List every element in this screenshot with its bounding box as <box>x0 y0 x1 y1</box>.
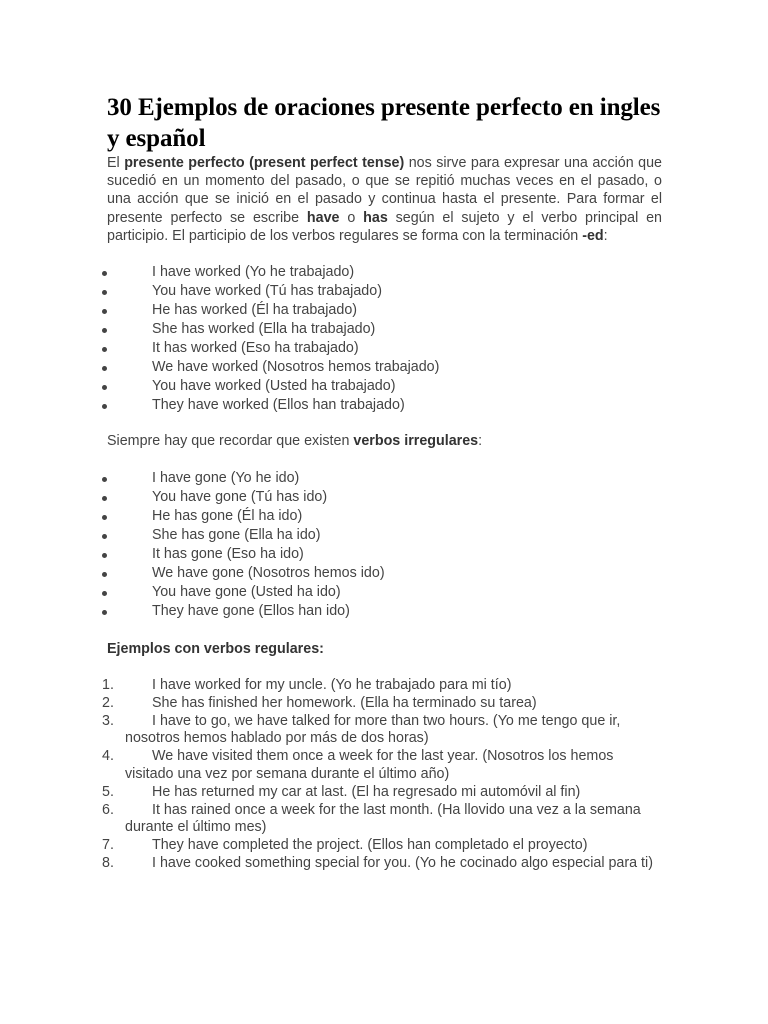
bullet-icon <box>102 591 107 596</box>
list-item: 5. He has returned my car at last. (El ha regresado mi automóvil al fin) <box>102 783 581 800</box>
irregular-verbs-list <box>107 469 662 621</box>
item-number: 7. <box>102 837 114 854</box>
list-item: You have gone (Usted ha ido) <box>107 583 662 602</box>
bullet-icon <box>102 534 107 539</box>
irregular-note-bold: verbos irregulares <box>353 433 479 450</box>
regular-verbs-list <box>107 263 662 415</box>
item-number: 3. <box>102 712 114 729</box>
bullet-icon <box>102 328 107 333</box>
intro-bold-3: has <box>363 209 388 226</box>
bullet-icon <box>102 404 107 409</box>
list-item: 7. They have completed the project. (Ellos han completado el proyecto) <box>102 837 588 854</box>
intro-bold-1: presente perfecto (present perfect tense) <box>124 155 405 171</box>
intro-paragraph <box>107 154 662 245</box>
list-item: You have worked (Tú has trabajado) <box>107 282 662 301</box>
list-item: We have worked (Nosotros hemos trabajado) <box>107 358 662 377</box>
list-item: It has worked (Eso ha trabajado) <box>107 339 662 358</box>
list-item: 6. It has rained once a week for the last month. (Ha llovido una vez a la semana durante el último mes) <box>102 801 641 836</box>
item-number: 5. <box>102 783 114 800</box>
item-number: 1. <box>102 677 114 694</box>
bullet-icon <box>102 477 107 482</box>
list-item: They have worked (Ellos han trabajado) <box>107 396 662 415</box>
bullet-icon <box>102 572 107 577</box>
intro-text-5: : <box>603 227 608 244</box>
irregular-note-text-1: Siempre hay que recordar que existen <box>107 433 354 450</box>
list-item: 8. I have cooked something special for you. (Yo he cocinado algo especial para ti) <box>102 854 653 871</box>
intro-text-2: nos sirve para expresar una acción que sucedió en un momento del pasado, o que se repitió muchas veces en el pasado, o una acción que se inició en el pasado y continua hasta el presente. Para formar el presente perfecto se escribe <box>107 155 662 226</box>
examples-list <box>102 677 662 873</box>
irregular-note-text-2: : <box>478 433 483 450</box>
intro-text-4: según el sujeto y el verbo principal en participio. El participio de los verbos regulares se forma con la terminación <box>107 209 662 244</box>
list-item: You have gone (Tú has ido) <box>107 488 662 507</box>
list-item: He has gone (Él ha ido) <box>107 507 662 526</box>
item-number: 2. <box>102 694 114 711</box>
list-item: He has worked (Él ha trabajado) <box>107 301 662 320</box>
bullet-icon <box>102 496 107 501</box>
bullet-icon <box>102 610 107 615</box>
bullet-icon <box>102 366 107 371</box>
list-item: They have gone (Ellos han ido) <box>107 602 662 621</box>
list-item: She has worked (Ella ha trabajado) <box>107 320 662 339</box>
bullet-icon <box>102 271 107 276</box>
intro-bold-4: -ed <box>582 227 604 244</box>
list-item: 4. We have visited them once a week for the last year. (Nosotros los hemos visitado una vez por semana durante el último año) <box>102 748 614 782</box>
list-item: 2. She has finished her homework. (Ella ha terminado su tarea) <box>102 694 537 711</box>
bullet-icon <box>102 385 107 390</box>
item-number: 4. <box>102 748 114 765</box>
bullet-icon <box>102 347 107 352</box>
examples-heading: Ejemplos con verbos regulares: <box>107 641 324 658</box>
irregular-note <box>107 432 662 450</box>
intro-text-1: El <box>107 155 125 171</box>
item-number: 8. <box>102 854 114 871</box>
list-item: 3. I have to go, we have talked for more than two hours. (Yo me tengo que ir, nosotros hemos hablado por más de dos horas) <box>102 712 621 747</box>
document-page <box>102 92 662 873</box>
intro-text-3: o <box>339 209 364 226</box>
bullet-icon <box>102 515 107 520</box>
list-item: We have gone (Nosotros hemos ido) <box>107 564 662 583</box>
list-item: I have worked (Yo he trabajado) <box>107 263 662 282</box>
intro-bold-2: have <box>306 209 340 226</box>
item-number: 6. <box>102 801 114 818</box>
document-title: 30 Ejemplos de oraciones presente perfecto en ingles y español <box>107 94 661 152</box>
list-item: I have gone (Yo he ido) <box>107 469 662 488</box>
list-item: It has gone (Eso ha ido) <box>107 545 662 564</box>
list-item: 1. I have worked for my uncle. (Yo he trabajado para mi tío) <box>102 677 512 694</box>
bullet-icon <box>102 290 107 295</box>
bullet-icon <box>102 309 107 314</box>
list-item: She has gone (Ella ha ido) <box>107 526 662 545</box>
list-item: You have worked (Usted ha trabajado) <box>107 377 662 396</box>
bullet-icon <box>102 553 107 558</box>
